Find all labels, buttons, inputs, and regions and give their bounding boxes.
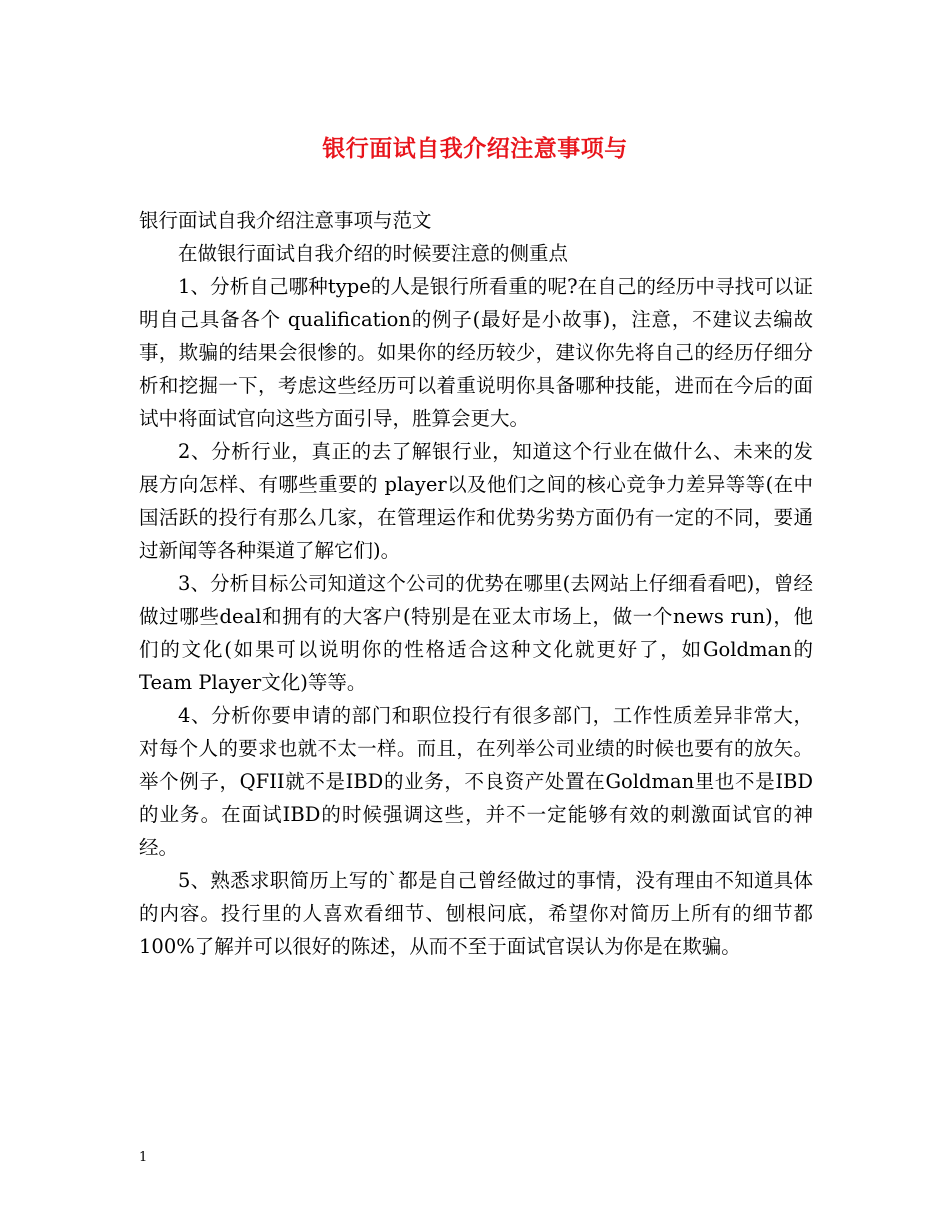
document-body bbox=[139, 204, 813, 963]
paragraph-1: 1、分析自己哪种type的人是银行所看重的呢?在自己的经历中寻找可以证明自己具备各个 qualification的例子(最好是小故事)，注意，不建议去编故事，欺骗的结果会很惨的。如果你的经历较少，建议你先将自己的经历仔细分析和挖掘一下，考虑这些经历可以着重说明你具备哪种技能，进而在今后的面试中将面试官向这些方面引导，胜算会更大。 bbox=[139, 275, 813, 430]
page-number: 1 bbox=[139, 1150, 148, 1165]
paragraph-3: 3、分析目标公司知道这个公司的优势在哪里(去网站上仔细看看吧)，曾经做过哪些deal和拥有的大客户(特别是在亚太市场上，做一个news run)，他们的文化(如果可以说明你的性格适合这种文化就更好了，如Goldman的Team Player文化)等等。 bbox=[139, 572, 813, 694]
document-title: 银行面试自我介绍注意事项与 bbox=[322, 135, 628, 162]
paragraph-4: 4、分析你要申请的部门和职位投行有很多部门，工作性质差异非常大，对每个人的要求也就不太一样。而且，在列举公司业绩的时候也要有的放矢。举个例子，QFII就不是IBD的业务，不良资产处置在Goldman里也不是IBD的业务。在面试IBD的时候强调这些，并不一定能够有效的刺激面试官的神经。 bbox=[139, 704, 813, 859]
paragraph-2: 2、分析行业，真正的去了解银行业，知道这个行业在做什么、未来的发展方向怎样、有哪些重要的 player以及他们之间的核心竞争力差异等等(在中国活跃的投行有那么几家，在管理运作和优势劣势方面仍有一定的不同，要通过新闻等各种渠道了解它们)。 bbox=[139, 440, 813, 562]
document-subtitle: 银行面试自我介绍注意事项与范文 bbox=[139, 209, 432, 232]
paragraph-5: 5、熟悉求职简历上写的`都是自己曾经做过的事情，没有理由不知道具体的内容。投行里的人喜欢看细节、刨根问底，希望你对简历上所有的细节都100%了解并可以很好的陈述，从而不至于面试官误认为你是在欺骗。 bbox=[139, 869, 813, 958]
section-intro: 在做银行面试自我介绍的时候要注意的侧重点 bbox=[178, 242, 569, 265]
